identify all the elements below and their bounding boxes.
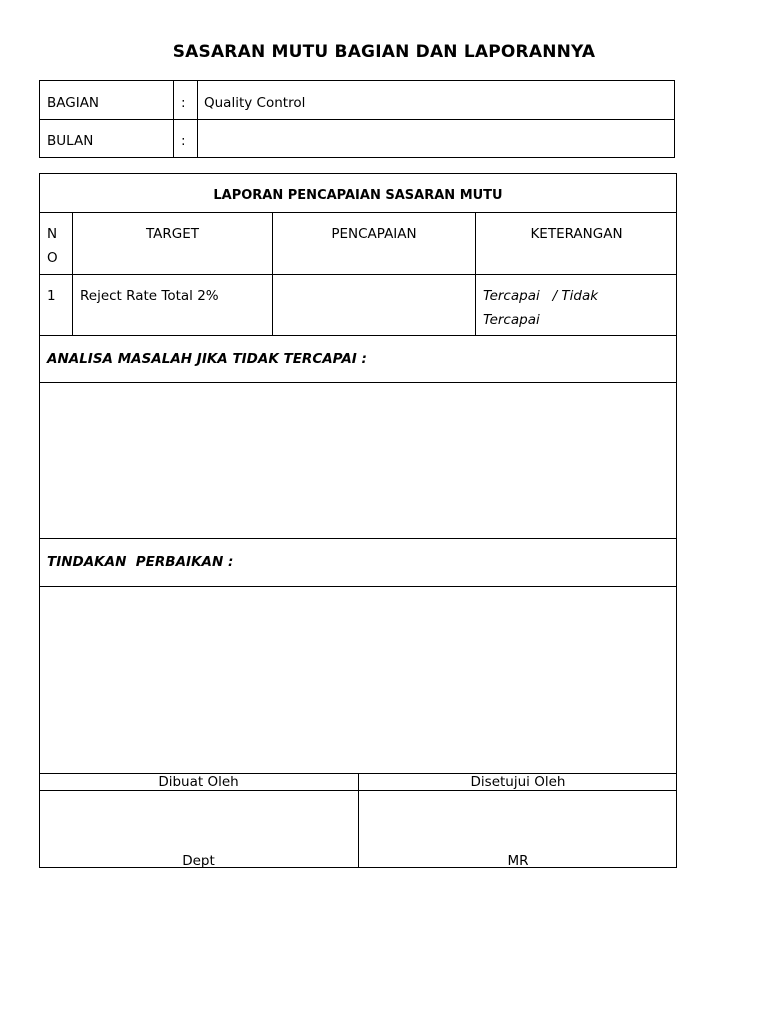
header-table-col-divider-1 bbox=[173, 80, 174, 158]
analysis-area-divider bbox=[39, 538, 677, 539]
header-table-col-divider-2 bbox=[197, 80, 198, 158]
signature-right-header: Disetujui Oleh bbox=[470, 774, 566, 790]
col-header-pencapaian: PENCAPAIAN bbox=[331, 226, 417, 242]
bagian-value: Quality Control bbox=[204, 95, 306, 111]
header-table-divider bbox=[39, 119, 675, 120]
col-header-no-line1: N bbox=[47, 226, 58, 242]
row-1-keterangan-line2: Tercapai bbox=[483, 312, 540, 328]
bulan-separator: : bbox=[181, 133, 186, 149]
analysis-label-divider bbox=[39, 382, 677, 383]
signature-left-footer: Dept bbox=[182, 853, 215, 869]
signature-right-footer: MR bbox=[507, 853, 529, 869]
row-1-target: Reject Rate Total 2% bbox=[80, 288, 219, 304]
report-table bbox=[39, 173, 677, 868]
col-header-keterangan: KETERANGAN bbox=[530, 226, 623, 242]
action-label-divider bbox=[39, 586, 677, 587]
row-1-divider bbox=[39, 335, 677, 336]
document-title: SASARAN MUTU BAGIAN DAN LAPORANNYA bbox=[172, 42, 596, 62]
signature-left-header: Dibuat Oleh bbox=[158, 774, 239, 790]
column-header-divider bbox=[39, 274, 677, 275]
col-header-no-line2: O bbox=[47, 250, 58, 266]
action-label: TINDAKAN PERBAIKAN : bbox=[47, 554, 234, 570]
report-title: LAPORAN PENCAPAIAN SASARAN MUTU bbox=[213, 188, 503, 203]
bagian-separator: : bbox=[181, 95, 186, 111]
bulan-label: BULAN bbox=[47, 133, 94, 149]
col-header-target: TARGET bbox=[145, 226, 200, 242]
report-title-divider bbox=[39, 212, 677, 213]
analysis-label: ANALISA MASALAH JIKA TIDAK TERCAPAI : bbox=[47, 351, 367, 367]
row-1-keterangan-line1: Tercapai / Tidak bbox=[483, 288, 599, 304]
row-1-no: 1 bbox=[47, 288, 56, 304]
bagian-label: BAGIAN bbox=[47, 95, 100, 111]
